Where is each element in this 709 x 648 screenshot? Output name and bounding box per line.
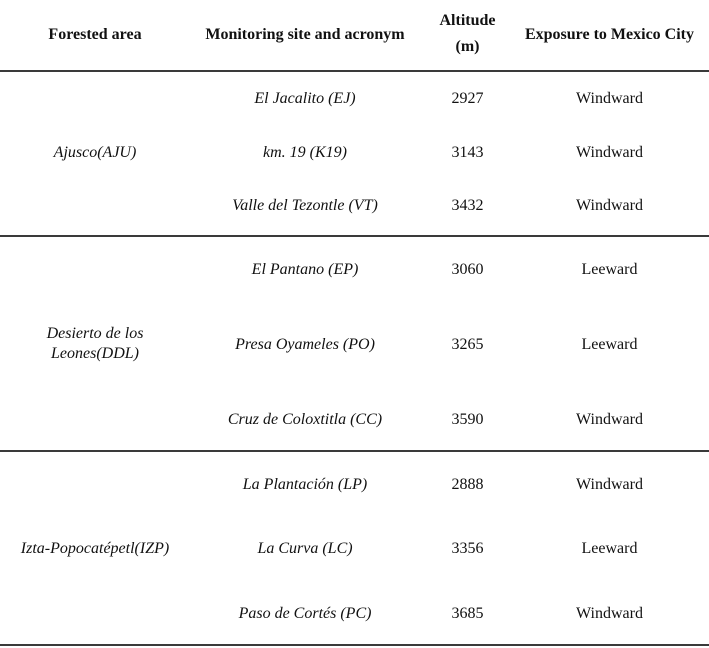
group-divider xyxy=(0,450,709,452)
header-altitude xyxy=(425,8,510,60)
site-cell: El Jacalito (EJ) xyxy=(254,90,356,107)
header-altitude-line2: (m) xyxy=(455,38,480,55)
group-area-desierto: Desierto de los Leones(DDL) xyxy=(46,325,144,362)
group-area-izta: Izta-Popocatépetl(IZP) xyxy=(20,540,170,557)
altitude-cell: 3265 xyxy=(451,336,484,353)
header-altitude-line1: Altitude xyxy=(439,12,496,29)
altitude-cell: 3685 xyxy=(451,605,484,622)
site-cell: La Curva (LC) xyxy=(257,540,353,557)
site-cell: Cruz de Coloxtitla (CC) xyxy=(227,411,383,428)
group-divider xyxy=(0,235,709,237)
site-cell: La Plantación (LP) xyxy=(242,476,368,493)
altitude-cell: 3143 xyxy=(451,144,484,161)
exposure-cell: Windward xyxy=(576,411,643,428)
group-area-ajusco: Ajusco(AJU) xyxy=(53,144,137,161)
site-cell: km. 19 (K19) xyxy=(263,144,347,161)
exposure-cell: Windward xyxy=(576,605,643,622)
header-exposure: Exposure to Mexico City xyxy=(524,26,694,43)
altitude-cell: 3590 xyxy=(451,411,484,428)
exposure-cell: Windward xyxy=(576,90,643,107)
site-cell: El Pantano (EP) xyxy=(251,261,359,278)
altitude-cell: 3432 xyxy=(451,197,484,214)
altitude-cell: 3356 xyxy=(451,540,484,557)
altitude-cell: 2927 xyxy=(451,90,484,107)
exposure-cell: Windward xyxy=(576,197,643,214)
exposure-cell: Leeward xyxy=(581,261,638,278)
altitude-cell: 3060 xyxy=(451,261,484,278)
site-cell: Paso de Cortés (PC) xyxy=(238,605,372,622)
altitude-cell: 2888 xyxy=(451,476,484,493)
exposure-cell: Leeward xyxy=(581,336,638,353)
site-cell: Presa Oyameles (PO) xyxy=(235,336,375,353)
site-cell: Valle del Tezontle (VT) xyxy=(232,197,378,214)
exposure-cell: Windward xyxy=(576,144,643,161)
table-bottom-rule xyxy=(0,644,709,646)
header-forested-area: Forested area xyxy=(48,26,142,43)
exposure-cell: Windward xyxy=(576,476,643,493)
header-divider xyxy=(0,70,709,72)
exposure-cell: Leeward xyxy=(581,540,638,557)
header-monitoring-site: Monitoring site and acronym xyxy=(205,26,405,43)
